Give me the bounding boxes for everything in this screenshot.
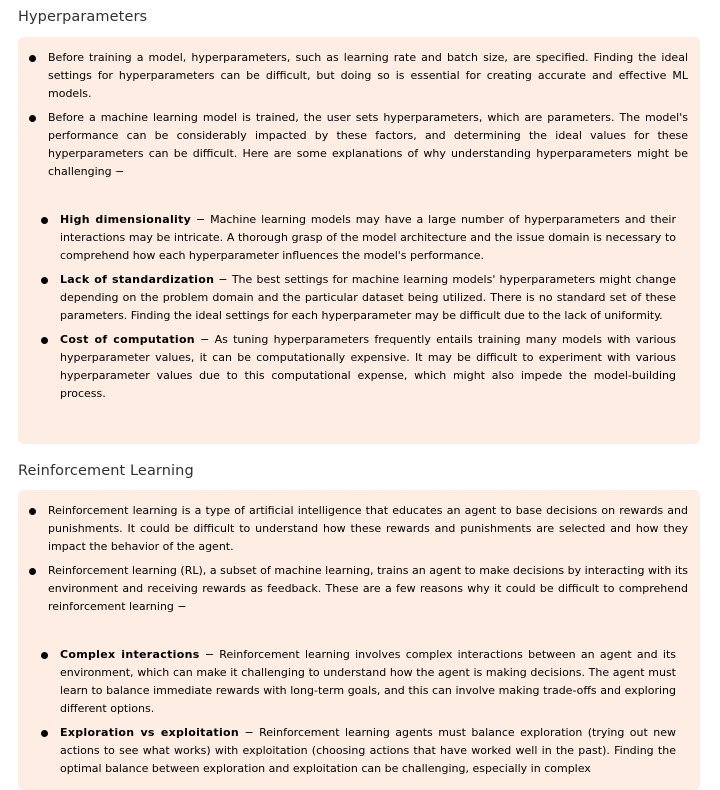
list-item-text: Reinforcement learning is a type of artificial intelligence that educates an agent to base decisions on rewards and punishments. It could be difficult to understand how these rewards and punishments are selected and how they impact the behavior of the agent. bbox=[48, 504, 688, 553]
term-description: − Reinforcement learning agents must balance exploration (trying out new actions to see what works) with exploitation (choosing actions that have worked well in the past). Finding the optimal balance between exploration and exploitation can be challenging, especially in complex bbox=[60, 726, 676, 775]
bullet-icon bbox=[29, 508, 36, 515]
term-label: Complex interactions bbox=[60, 648, 200, 661]
list-item bbox=[60, 646, 676, 718]
term-label: Lack of standardization bbox=[60, 273, 215, 286]
list-item-text: Reinforcement learning (RL), a subset of machine learning, trains an agent to make decisions by interacting with its environment and receiving rewards as feedback. These are a few reasons why it could be difficult to comprehend reinforcement learning − bbox=[48, 564, 688, 613]
bullet-icon bbox=[41, 730, 48, 737]
term-label: Cost of computation bbox=[60, 333, 195, 346]
list-item bbox=[48, 502, 688, 556]
content-panel bbox=[18, 490, 700, 790]
term-label: High dimensionality bbox=[60, 213, 192, 226]
term-description: − Reinforcement learning involves complex interactions between an agent and its environment, which can make it challenging to understand how the agent is making decisions. The agent must learn to balance immediate rewards with long-term goals, and this can involve making trade-offs and exploring different options. bbox=[60, 648, 676, 715]
bullet-icon bbox=[41, 337, 48, 344]
bullet-icon bbox=[41, 217, 48, 224]
term-description: − The best settings for machine learning models' hyperparameters might change depending on the problem domain and the particular dataset being utilized. There is no standard set of these parameters. Finding the ideal settings for each hyperparameter may be difficult due to the lack of uniformity. bbox=[60, 273, 677, 322]
section-title: Hyperparameters bbox=[18, 9, 148, 25]
list-item-text: Before a machine learning model is trained, the user sets hyperparameters, which are parameters. The model's performance can be considerably impacted by these factors, and determining the ideal values for these hyperparameters can be difficult. Here are some explanations of why understanding hyperparameters might be challenging − bbox=[48, 111, 688, 178]
list-item bbox=[60, 271, 676, 325]
intro-list bbox=[18, 502, 700, 616]
list-item bbox=[60, 724, 676, 778]
list-item-text: Before training a model, hyperparameters, such as learning rate and batch size, are specified. Finding the ideal settings for hyperparameters can be difficult, but doing so is essential for creating accurate and effective ML models. bbox=[48, 51, 688, 100]
intro-list bbox=[18, 49, 700, 181]
list-item bbox=[60, 211, 676, 265]
term-description: − Machine learning models may have a large number of hyperparameters and their interactions may be intricate. A thorough grasp of the model architecture and the issue domain is necessary to comprehend how each hyperparameter influences the model's performance. bbox=[60, 213, 676, 262]
bullet-icon bbox=[29, 568, 36, 575]
term-label: Exploration vs exploitation bbox=[60, 726, 240, 739]
points-list bbox=[18, 646, 700, 778]
list-item bbox=[48, 109, 688, 181]
bullet-icon bbox=[41, 652, 48, 659]
list-item bbox=[48, 562, 688, 616]
term-description: − As tuning hyperparameters frequently entails training many models with various hyperparameter values, it can be computationally expensive. It may be difficult to experiment with various hyperparameter values due to this computational expense, which might also impede the model-building process. bbox=[60, 333, 676, 400]
section-title: Reinforcement Learning bbox=[18, 463, 194, 479]
bullet-icon bbox=[29, 115, 36, 122]
content-panel bbox=[18, 37, 700, 444]
list-item bbox=[60, 331, 676, 403]
list-item bbox=[48, 49, 688, 103]
points-list bbox=[18, 211, 700, 403]
bullet-icon bbox=[41, 277, 48, 284]
bullet-icon bbox=[29, 55, 36, 62]
